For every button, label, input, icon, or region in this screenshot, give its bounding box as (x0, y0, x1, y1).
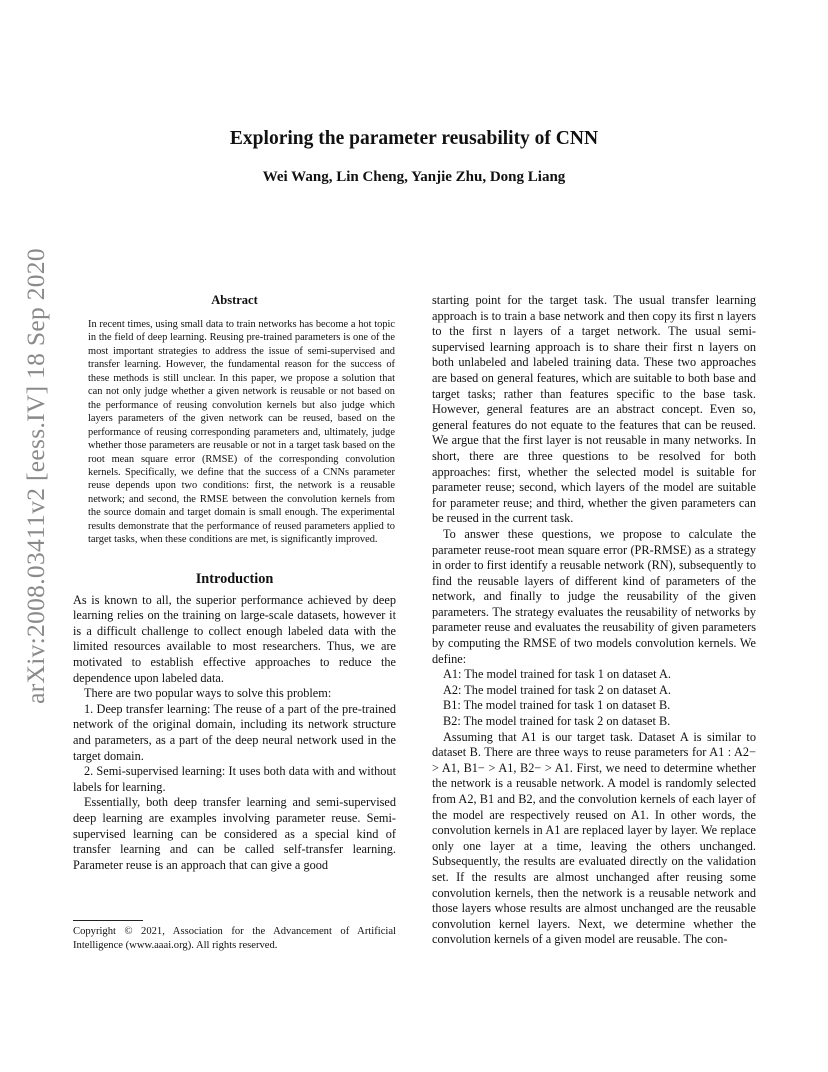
left-column (73, 293, 396, 873)
paper-authors: Wei Wang, Lin Cheng, Yanjie Zhu, Dong Liang (262, 169, 566, 185)
abstract-text: In recent times, using small data to train networks has become a hot topic in the field of deep learning. Reusing pre-trained parameters is one of the most important strategies to address the issue of semi-supervised and transfer learning. However, the fundamental reason for the success of these methods is still unclear. In this paper, we propose a solution that can not only judge whether a given network is reusable or not based on the performance of reusing convolution kernels but also judge which layers parameters of the given network can be reused, based on the performance of reusing corresponding parameters and, ultimately, judge whether those parameters are reusable or not in a target task based on the root mean square error (RMSE) of the corresponding convolution kernels. Specifically, we define that the success of a CNNs parameter reuse depends upon two conditions: first, the network is a reusable network; and second, the RMSE between the convolution kernels from the source domain and target domain is small enough. The experimental results demonstrate that the performance of reused parameters applied to target tasks, when these conditions are met, is significantly improved. (88, 319, 395, 546)
continued-paragraph: starting point for the target task. The usual transfer learning approach is to train a base network and then copy its first n layers to the first n layers of a target network. The usual semi-supervised learning approach is to share their first n layers on both unlabeled and labeled training data. These two approaches are based on general features, which are suitable to both base and target tasks; rather than features specific to the base task. However, general features are an abstract concept. Even so, general features do not equate to the features that can be reused. We argue that the first layer is not reusable in many networks. In short, there are three questions to be resolved for both approaches: first, whether the selected model is suitable for parameter reuse; second, which layers of the model are suitable for parameter reuse; and third, whether the given parameters can be reused in the current task. (432, 293, 756, 526)
copyright-footnote (73, 920, 396, 952)
paper-title: Exploring the parameter reusability of CNN (229, 128, 599, 149)
introduction-heading: Introduction (195, 570, 274, 587)
definition-item: B2: The model trained for task 2 on dataset B. (443, 714, 671, 729)
definition-item: A2: The model trained for task 2 on dataset A. (443, 682, 671, 697)
abstract-heading: Abstract (211, 293, 258, 307)
assuming-paragraph: Assuming that A1 is our target task. Dataset A is similar to dataset B. There are three ways to reuse parameters for A1 : A2− > A1, B1− > A1, B2− > A1. First, we need to determine whether the network is a reusable network. A model is randomly selected from A2, B1 and B2, and the convolution kernels of each layer of the model are respectively reused on A1. In other words, the convolution kernels in A1 are replaced layer by layer. We replace only one layer at a time, leaving the others unchanged. Subsequently, the results are evaluated directly on the validation set. If the results are almost unchanged after reusing some convolution kernels, then the network is a reusable network and those layers whose results are almost unchanged are the reusable convolution kernel layers. Next, we determine whether the convolution kernels of a given model are reusable. The con- (432, 729, 756, 947)
intro-paragraph: There are two popular ways to solve this problem: (84, 686, 332, 701)
intro-paragraph: Essentially, both deep transfer learning and semi-supervised deep learning are examples involving parameter reuse. Semi-supervised learning can be considered as a special kind of transfer learning and can be called self-transfer learning. Parameter reuse is an approach that can give a good (73, 795, 396, 872)
intro-paragraph: As is known to all, the superior performance achieved by deep learning relies on the training on large-scale datasets, however it is a difficult challenge to collect enough labeled data with the limited resources available to most researchers. Thus, we are motivated to establish effective approaches to reduce the dependence upon labeled data. (73, 592, 396, 685)
arxiv-stamp (12, 248, 60, 704)
copyright-text: Copyright © 2021, Association for the Advancement of Artificial Intelligence (www.aaai.org). All rights reserved. (73, 926, 396, 951)
answer-paragraph: To answer these questions, we propose to calculate the parameter reuse-root mean square error (PR-RMSE) as a strategy in order to first identify a reusable network (RN), subsequently to find the reusable layers of different kind of parameters of the network, and finally to judge the reusability of the given parameters. The strategy evaluates the reusability of networks by parameter reuse and evaluates the reusability of given parameters by computing the RMSE of two models convolution kernels. We define: (432, 526, 756, 666)
right-column (432, 293, 756, 948)
footnote-rule (73, 920, 143, 921)
intro-paragraph: 1. Deep transfer learning: The reuse of a part of the pre-trained network of the original domain, including its network structure and parameters, as a part of the deep neural network used in the target domain. (73, 701, 396, 763)
intro-paragraph: 2. Semi-supervised learning: It uses both data with and without labels for learning. (73, 764, 396, 794)
definition-item: B1: The model trained for task 1 on dataset B. (443, 698, 671, 713)
definition-item: A1: The model trained for task 1 on dataset A. (443, 667, 671, 682)
arxiv-id-label: arXiv:2008.03411v2 [eess.IV] 18 Sep 2020 (21, 248, 51, 704)
